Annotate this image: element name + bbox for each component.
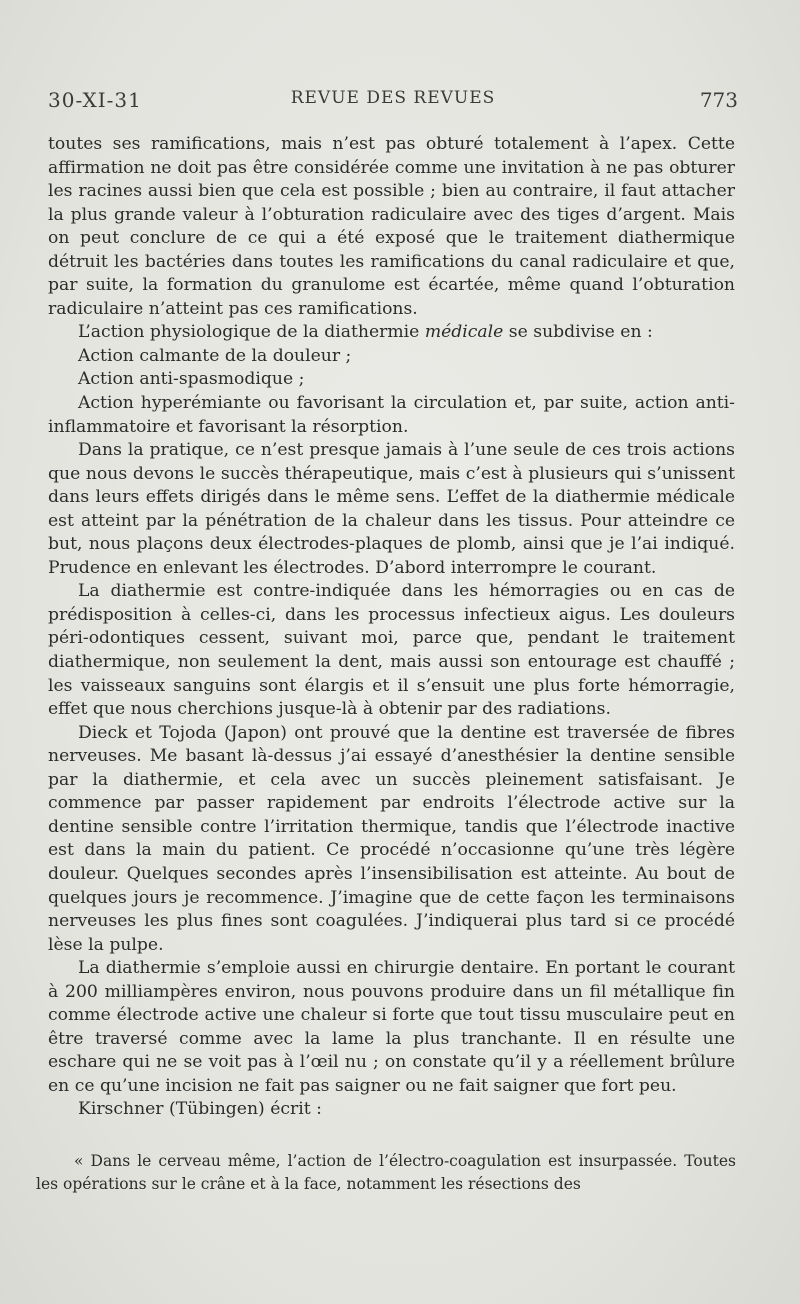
quote-text: « Dans le cerveau même, l’action de l’électro-coagulation est insurpassée. Toutes les opérations sur le crâne et à la face, notamment les résections des <box>36 1152 736 1193</box>
paragraph: L’action physiologique de la diathermie médicale se subdivise en : <box>78 322 653 343</box>
list-item: Action anti-spasmodique ; <box>78 369 305 390</box>
page-header <box>48 88 738 116</box>
paragraph: Dieck et Tojoda (Japon) ont prouvé que la dentine est traversée de fibres nerveuses. Me basant là-dessus j’ai essayé d’anesthésier la dentine sensible par la diathermie, et cela avec un succès pleinement satisfaisant. Je commence par passer rapidement par endroits l’électrode active sur la dentine sensible contre l’irritation thermique, tandis que l’électrode inactive est dans la main du patient. Ce procédé n’occasionne qu’une très légère douleur. Quelques secondes après l’insensibilisation est atteinte. Au bout de quelques jours je recommence. J’imagine que de cette façon les terminaisons nerveuses les plus fines sont coagulées. J’indiquerai plus tard si ce procédé lèse la pulpe. <box>48 722 735 955</box>
running-title: REVUE DES REVUES <box>290 88 496 108</box>
block-quote <box>36 1150 736 1196</box>
list-item: Action calmante de la douleur ; <box>78 345 352 366</box>
paragraph: toutes ses ramifications, mais n’est pas obturé totalement à l’apex. Cette affirmation ne doit pas être considérée comme une invitation à ne pas obturer les racines aussi bien que cela est possible ; bien au contraire, il faut attacher la plus grande valeur à l’obturation radiculaire avec des tiges d’argent. Mais on peut conclure de ce qui a été exposé que le traitement diathermique détruit les bactéries dans toutes les ramifications du canal radiculaire et que, par suite, la formation du granulome est écartée, même quand l’obturation radiculaire n’atteint pas ces ramifications. <box>48 134 735 319</box>
page-number: 773 <box>699 88 738 112</box>
paragraph: Dans la pratique, ce n’est presque jamais à l’une seule de ces trois actions que nous devons le succès thérapeutique, mais c’est à plusieurs qui s’unissent dans leurs effets dirigés dans le même sens. L’effet de la diathermie médicale est atteint par la pénétration de la chaleur dans les tissus. Pour atteindre ce but, nous plaçons deux électrodes-plaques de plomb, ainsi que je l’ai indiqué. Prudence en enlevant les électrodes. D’abord interrompre le courant. <box>48 440 735 578</box>
paragraph: Kirschner (Tübingen) écrit : <box>78 1099 322 1120</box>
paragraph: La diathermie est contre-indiquée dans les hémorragies ou en cas de prédisposition à celles-ci, dans les processus infectieux aigus. Les douleurs péri-odontiques cessent, suivant moi, parce que, pendant le traitement diathermique, non seulement la dent, mais aussi son entourage est chauffé ; les vaisseaux sanguins sont élargis et il s’ensuit une plus forte hémorragie, effet que nous cherchions jusque-là à obtenir par des radiations. <box>48 581 735 720</box>
list-item: Action hyperémiante ou favorisant la circulation et, par suite, action anti-inflammatoire et favorisant la résorption. <box>48 393 735 437</box>
paragraph: La diathermie s’emploie aussi en chirurgie dentaire. En portant le courant à 200 milliampères environ, nous pouvons produire dans un fil métallique fin comme électrode active une chaleur si forte que tout tissu musculaire peut en être traversé comme avec la lame la plus tranchante. Il en résulte une eschare qui ne se voit pas à l’œil nu ; on constate qu’il y a réellement brûlure en ce qu’une incision ne fait pas saigner ou ne fait saigner que fort peu. <box>48 958 735 1096</box>
article-body <box>48 133 735 1122</box>
emphasis: médicale <box>424 322 504 343</box>
issue-date: 30-XI-31 <box>48 88 142 112</box>
